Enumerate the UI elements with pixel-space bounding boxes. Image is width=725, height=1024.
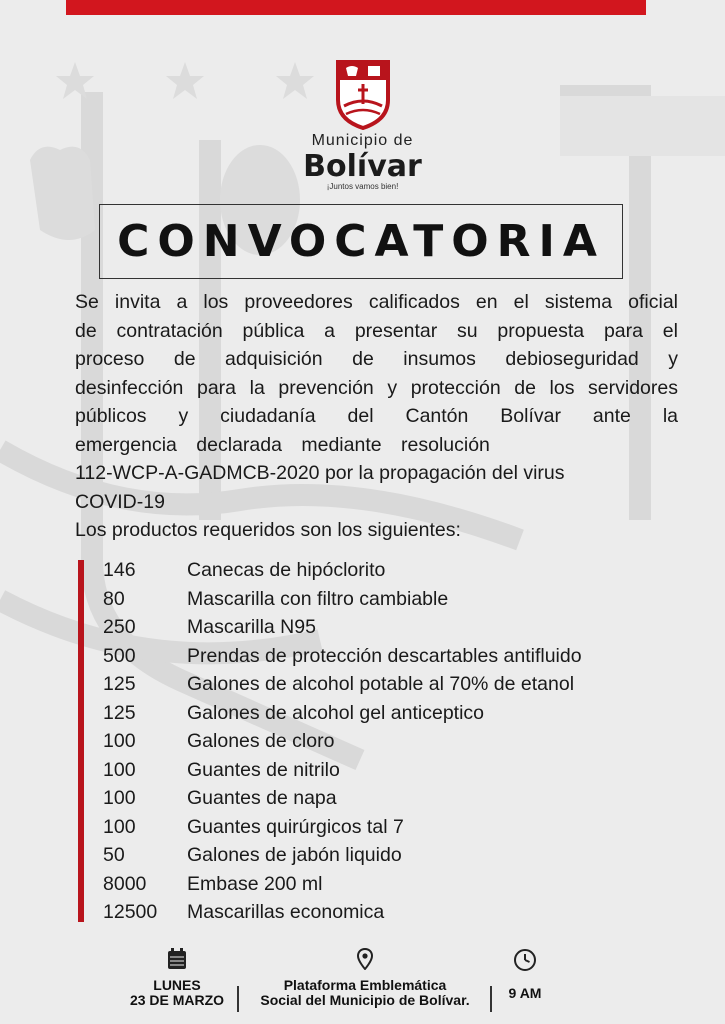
- municipality-label: Municipio de: [311, 132, 414, 149]
- location-pin-icon: [357, 948, 373, 970]
- product-name: Canecas de hipóclorito: [187, 559, 386, 581]
- list-item: [103, 727, 582, 756]
- intro-line: de contratación pública a presentar su propuesta para el: [75, 319, 678, 342]
- list-item: [103, 813, 582, 842]
- title-box: [99, 204, 623, 279]
- red-vertical-rule: [78, 560, 84, 922]
- top-accent-bar: [66, 0, 646, 15]
- list-item: [103, 642, 582, 671]
- footer-place-line1: Plataforma Emblemática: [283, 977, 447, 993]
- product-qty: 146: [103, 559, 136, 581]
- product-name: Galones de alcohol gel anticeptico: [187, 701, 485, 724]
- intro-line: 112-WCP-A-GADMCB-2020 por la propagación del virus: [75, 462, 565, 484]
- slogan: ¡Juntos vamos bien!: [326, 182, 399, 191]
- product-qty: 125: [103, 673, 136, 695]
- intro-line: COVID-19: [75, 490, 165, 513]
- footer-date-text: 23 DE MARZO: [129, 992, 225, 1008]
- clock-icon: [513, 948, 537, 972]
- footer-time-text: 9 AM: [508, 985, 542, 1001]
- product-qty: 50: [103, 844, 125, 866]
- footer-separator: [490, 986, 492, 1012]
- coat-of-arms-icon: [334, 58, 392, 130]
- product-list: [103, 556, 582, 927]
- product-name: Guantes de nitrilo: [187, 758, 340, 781]
- page-title: CONVOCATORIA: [117, 216, 605, 267]
- product-qty: 100: [103, 730, 136, 752]
- product-name: Mascarilla con filtro cambiable: [187, 587, 449, 610]
- product-name: Galones de alcohol potable al 70% de etanol: [187, 673, 575, 695]
- intro-line: públicos y ciudadanía del Cantón Bolívar ante la: [75, 405, 678, 427]
- list-item: [103, 870, 582, 899]
- footer-place-line2: Social del Municipio de Bolívar.: [260, 992, 470, 1008]
- product-name: Mascarillas economica: [187, 901, 385, 923]
- intro-line: Se invita a los proveedores calificados en el sistema oficial: [75, 291, 678, 313]
- product-name: Guantes quirúrgicos tal 7: [187, 815, 404, 838]
- product-qty: 100: [103, 815, 136, 838]
- municipality-logo: [0, 58, 725, 191]
- product-name: Prendas de protección descartables antifluido: [187, 644, 582, 667]
- footer-separator: [237, 986, 239, 1012]
- intro-line: emergencia declarada mediante resolución: [75, 433, 490, 456]
- list-item: [103, 756, 582, 785]
- list-item: [103, 784, 582, 813]
- product-qty: 125: [103, 701, 136, 724]
- list-item: [103, 585, 582, 614]
- list-item: [103, 670, 582, 699]
- footer-time: [495, 948, 555, 1001]
- list-item: [103, 898, 582, 927]
- list-item: [103, 556, 582, 585]
- event-footer: [0, 942, 725, 1024]
- list-item: [103, 841, 582, 870]
- intro-paragraph: [75, 288, 678, 545]
- intro-line: proceso de adquisición de insumos debioseguridad y: [75, 348, 678, 370]
- footer-day: LUNES: [153, 977, 201, 993]
- product-name: Guantes de napa: [187, 787, 337, 809]
- product-qty: 250: [103, 616, 136, 638]
- product-qty: 80: [103, 587, 125, 610]
- list-item: [103, 613, 582, 642]
- product-name: Galones de jabón liquido: [187, 844, 402, 866]
- product-name: Embase 200 ml: [187, 872, 323, 895]
- product-qty: 100: [103, 787, 136, 809]
- product-qty: 8000: [103, 872, 147, 895]
- municipality-name: Bolívar: [303, 149, 422, 184]
- product-qty: 12500: [103, 901, 158, 923]
- intro-line: desinfección para la prevención y protección de los servidores: [75, 376, 678, 399]
- product-name: Galones de cloro: [187, 730, 335, 752]
- product-name: Mascarilla N95: [187, 616, 316, 638]
- calendar-icon: [167, 948, 187, 970]
- product-qty: 500: [103, 644, 136, 667]
- list-item: [103, 699, 582, 728]
- footer-date: [118, 948, 236, 1008]
- footer-location: [244, 948, 486, 1008]
- product-qty: 100: [103, 758, 136, 781]
- intro-line: Los productos requeridos son los siguientes:: [75, 519, 461, 541]
